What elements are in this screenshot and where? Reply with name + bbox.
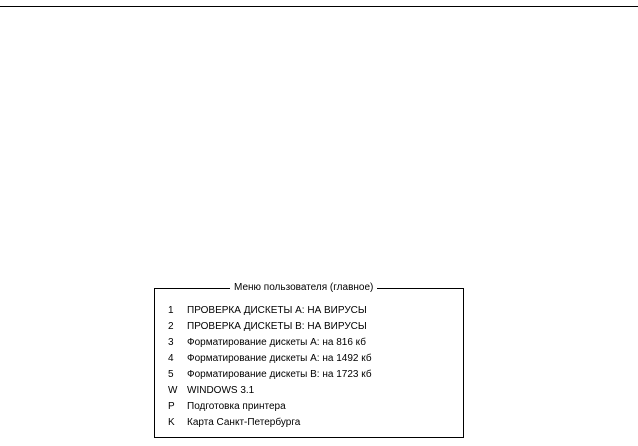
menu-item-label: ПРОВЕРКА ДИСКЕТЫ А: НА ВИРУСЫ xyxy=(187,305,367,316)
menu-item-hotkey: 4 xyxy=(168,353,174,364)
menu-item-3[interactable] xyxy=(168,335,372,351)
menu-item-label: Карта Санкт-Петербурга xyxy=(187,417,301,428)
menu-item-hotkey: P xyxy=(168,401,175,412)
menu-item-label: Форматирование дискеты А: на 1492 кб xyxy=(187,353,372,364)
menu-item-w[interactable] xyxy=(168,383,372,399)
menu-item-hotkey: 2 xyxy=(168,321,174,332)
user-menu-panel xyxy=(154,282,464,438)
menu-item-p[interactable] xyxy=(168,399,372,415)
menu-title: Меню пользователя (главное) xyxy=(230,281,377,295)
menu-item-hotkey: 1 xyxy=(168,305,174,316)
menu-item-label: WINDOWS 3.1 xyxy=(187,385,255,396)
menu-item-hotkey: W xyxy=(168,385,178,396)
menu-item-5[interactable] xyxy=(168,367,372,383)
menu-list xyxy=(168,303,372,431)
menu-item-hotkey: 3 xyxy=(168,337,174,348)
menu-item-4[interactable] xyxy=(168,351,372,367)
menu-item-label: ПРОВЕРКА ДИСКЕТЫ В: НА ВИРУСЫ xyxy=(187,321,367,332)
menu-item-1[interactable] xyxy=(168,303,372,319)
menu-item-label: Форматирование дискеты А: на 816 кб xyxy=(187,337,366,348)
menu-item-hotkey: K xyxy=(168,417,175,428)
top-divider-line xyxy=(0,6,638,7)
menu-item-label: Форматирование дискеты В: на 1723 кб xyxy=(187,369,372,380)
menu-item-k[interactable] xyxy=(168,415,372,431)
menu-item-label: Подготовка принтера xyxy=(187,401,286,412)
menu-item-hotkey: 5 xyxy=(168,369,174,380)
menu-item-2[interactable] xyxy=(168,319,372,335)
